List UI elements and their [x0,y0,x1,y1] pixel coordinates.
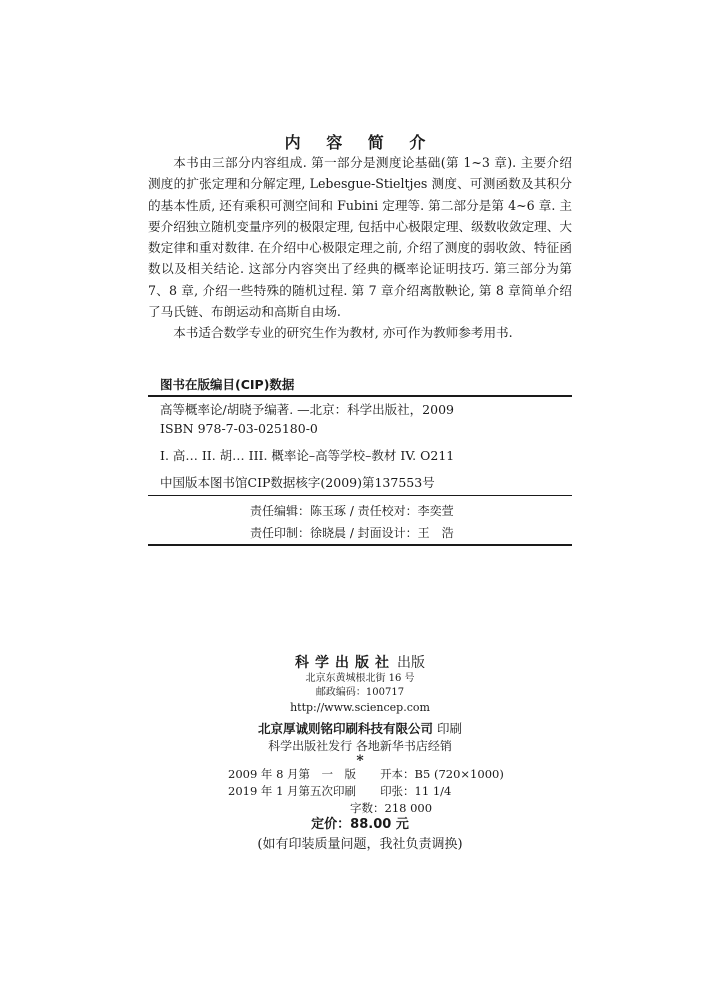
publisher-address: 北京东黄城根北街 16 号 [305,673,415,684]
pubinfo-row-1 [228,766,504,783]
editors-line-1: 责任编辑：陈玉琢 / 责任校对：李奕萱 [250,504,454,518]
distribution-line: 科学出版社发行 各地新华书店经销 [268,739,452,753]
printer-suffix: 印刷 [437,721,463,736]
edition-text: 2009 年 8 月第 一 版 [228,767,357,781]
cip-block [160,400,454,492]
cip-heading: 图书在版编目(CIP)数据 [160,377,295,392]
wordcount-text: 字数：218 000 [350,801,433,815]
cip-top-rule [148,395,572,397]
publisher-block [0,652,720,767]
editors-block [250,500,454,544]
printer-line [0,719,720,737]
publisher-name: 科学出版社 [295,655,395,671]
quality-notice: (如有印装质量问题，我社负责调换) [257,837,463,852]
editors-line-2: 责任印制：徐晓晨 / 封面设计：王 浩 [250,526,454,540]
intro-title: 内 容 简 介 [284,133,436,152]
printing-text: 2019 年 1 月第五次印刷 [228,784,357,798]
intro-paragraph-1: 本书由三部分内容组成. 第一部分是测度论基础(第 1~3 章). 主要介绍测度的扩张定理和分解定理, Lebesgue-Stieltjes 测度、可测函数及其积分的基本性质, 还有乘积可测空间和 Fubini 定理等. 第二部分是第 4~6 章. 主要介绍独立随机变量序列的极限定理, 包括中心极限定理、级数收敛定理、大数定律和重对数律. 在介绍中心极限定理之前, 介绍了测度的弱收敛、特征函数以及相关结论. 这部分内容突出了经典的概率论证明技巧. 第三部分为第 7、8 章, 介绍一些特殊的随机过程. 第 7 章介绍离散鞅论, 第 8 章简单介绍了马氏链、布朗运动和高斯自由场. [148,155,572,320]
sheets-text: 印张：11 1/4 [380,784,452,798]
intro-body [148,152,572,344]
publisher-postcode: 邮政编码：100717 [315,687,405,698]
pubinfo-block [228,766,504,817]
price-text: 定价：88.00 元 [311,817,409,832]
cip-bottom-rule [148,495,572,496]
pubinfo-row-2 [228,783,504,800]
format-text: 开本：B5 (720×1000) [380,767,504,781]
cip-isbn: ISBN 978-7-03-025180-0 [160,421,318,436]
cip-book-line: 高等概率论/胡晓予编著. —北京：科学出版社，2009 [160,402,454,417]
publisher-url: http://www.sciencep.com [290,701,430,714]
cip-classification: I. 高… II. 胡… III. 概率论–高等学校–教材 IV. O211 [160,448,455,463]
cip-number: 中国版本图书馆CIP数据核字(2009)第137553号 [160,475,435,490]
publisher-suffix: 出版 [397,655,425,671]
intro-paragraph-2: 本书适合数学专业的研究生作为教材, 亦可作为教师参考用书. [173,325,513,341]
star-mark: * [356,753,364,769]
editors-bottom-rule [148,544,572,546]
publisher-line [0,652,720,672]
printer-name: 北京厚诚则铭印刷科技有限公司 [257,721,433,736]
